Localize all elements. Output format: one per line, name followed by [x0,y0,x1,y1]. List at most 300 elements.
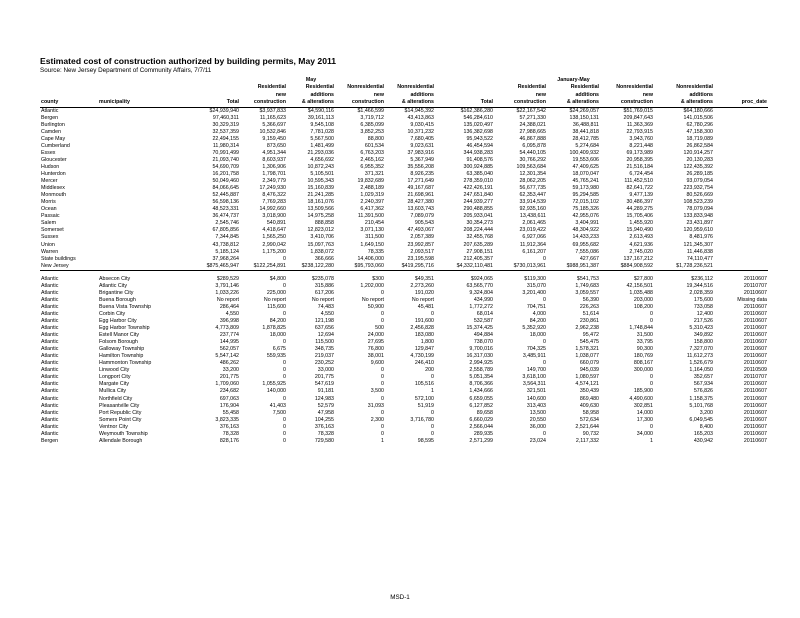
value-cell: 82,641,722 [626,185,653,192]
municipality-cell: Galloway Township [99,346,145,353]
value-cell: 3,071,130 [360,227,384,234]
value-cell: 733,058 [693,303,713,310]
county-row [40,164,768,171]
column-header: construction [494,99,547,107]
value-cell: 149,700 [526,367,546,374]
value-cell: 2,545,746 [215,220,239,227]
county-cell: Union [41,241,55,248]
value-cell: 572,634 [579,416,599,423]
value-cell: 33,200 [222,367,239,374]
value-cell: 873,650 [266,142,286,149]
value-cell: 2,273,260 [410,282,434,289]
proc-date-cell: 20110607 [743,339,767,346]
value-cell: $95,793,060 [335,263,385,271]
value-cell: 7,327,070 [689,346,713,353]
municipality-cell [98,157,190,164]
value-cell: 208,224,444 [463,227,493,234]
column-header: Nonresidential [676,84,713,91]
value-cell: 210,454 [364,220,384,227]
county-row [40,143,768,150]
value-cell: 30,486,397 [626,199,653,206]
value-cell: 14,975,258 [307,213,334,220]
column-header: county [40,99,98,107]
value-cell: 217,526 [693,317,713,324]
value-cell: 1,749,683 [575,282,599,289]
value-cell: 945,039 [579,367,599,374]
value-cell: 59,173,980 [572,185,599,192]
value-cell: 45,481 [417,303,434,310]
county-cell: Atlantic [41,395,59,402]
value-cell: 313,403 [526,402,546,409]
value-cell: 2,745,020 [629,248,653,255]
value-cell: 108,523,239 [683,199,713,206]
value-cell: 1,202,000 [360,282,384,289]
header-label-row [40,84,768,91]
value-cell: 21,516,184 [626,164,653,170]
header-label-row [40,99,768,107]
value-cell: 225,000 [266,289,286,296]
value-cell: 84,200 [269,317,286,324]
county-row [40,122,768,129]
value-cell: 14,000 [636,409,653,416]
value-cell: 3,200 [699,409,713,416]
value-cell: 14,433,233 [572,234,599,241]
county-row [40,234,768,241]
value-cell: 95,472 [582,332,599,339]
value-cell: 68,014 [476,310,493,317]
county-cell: Atlantic [41,310,59,317]
municipality-cell: Pleasantville City [99,402,140,409]
value-cell: $24,939,940 [209,107,239,114]
value-cell: 4,000 [532,310,546,317]
value-cell: 38,441,818 [572,128,599,135]
table-header [40,77,768,107]
header-spacer [600,77,654,84]
value-cell: 48,304,922 [572,227,599,234]
table-body [40,107,768,445]
value-cell: $4,800 [269,275,286,282]
value-cell: 31,093 [367,402,384,409]
value-cell: 422,426,191 [463,185,493,192]
value-cell: 54,440,105 [519,149,546,156]
value-cell: $51,769,015 [623,107,653,114]
county-row [40,129,768,136]
value-cell: 0 [381,430,384,437]
value-cell: 63,565,770 [466,282,493,289]
municipality-row [40,410,768,417]
value-cell: 47,409,625 [572,164,599,170]
value-cell: 0 [381,310,384,317]
value-cell: 144,995 [219,339,239,346]
value-cell: 212,405,357 [463,255,493,262]
value-cell: 7,344,845 [215,234,239,241]
value-cell: 0 [283,423,286,430]
value-cell: 115,600 [267,303,286,310]
report-source: Source: New Jersey Department of Community Affairs, 7/7/11 [40,67,212,74]
proc-date-cell: Missing data [737,296,767,303]
value-cell: 6,161,207 [522,248,546,255]
proc-date-cell: 20110607 [743,317,767,324]
county-cell: Monmouth [41,192,67,199]
value-cell: 95,294,585 [572,192,599,199]
value-cell: 84,200 [529,317,546,324]
value-cell: 244,939,277 [463,199,493,206]
value-cell: 0 [650,381,653,388]
value-cell: 547,619 [314,381,334,388]
proc-date-cell: 20110607 [743,360,767,367]
value-cell: 376,163 [314,423,334,430]
value-cell: 74,483 [317,303,334,310]
value-cell: 51,614 [582,310,599,317]
value-cell: $236,112 [691,275,713,282]
value-cell: 185,900 [633,388,653,395]
value-cell: 637,656 [314,325,334,332]
value-cell: $730,013,961 [494,263,547,271]
value-cell: 180,769 [633,353,653,360]
proc-date-cell: 20110607 [743,310,767,317]
municipality-cell: Corbin City [99,310,126,317]
value-cell: 302,851 [633,402,653,409]
value-cell: 43,413,863 [407,114,434,121]
value-cell: 38,001 [367,353,384,360]
value-cell: 209,847,643 [623,114,653,121]
value-cell: 494,884 [473,332,493,339]
header-spacer [714,84,768,91]
value-cell: 1,878,825 [262,325,286,332]
value-cell: 2,465,162 [360,156,384,163]
value-cell: 16,201,758 [212,171,239,178]
proc-date-cell [714,136,768,143]
value-cell: 4,550 [320,310,334,317]
proc-date-cell [714,213,768,220]
value-cell: 0 [381,409,384,416]
value-cell: 98,595 [417,437,434,444]
municipality-cell [98,115,190,122]
header-ytd-label: January-May [557,77,590,83]
value-cell: 290,488,855 [463,206,493,213]
value-cell: 39,161,113 [307,114,334,121]
value-cell: 33,000 [317,367,334,374]
value-cell: 10,371,232 [407,128,434,135]
county-cell: Burlington [41,121,65,128]
value-cell: 21,093,740 [212,156,239,163]
value-cell: 24,388,021 [519,121,546,128]
value-cell: 32,455,768 [466,234,493,241]
value-cell: 2,117,332 [575,437,599,444]
header-spacer [40,77,98,84]
county-cell: Atlantic [41,289,59,296]
municipality-cell [98,263,190,271]
value-cell: 11,363,369 [626,121,653,128]
proc-date-cell [714,129,768,136]
value-cell: 48,523,331 [212,206,239,213]
value-cell: $875,465,947 [190,263,240,271]
value-cell: 0 [543,296,546,303]
value-cell: 7,500 [272,409,286,416]
value-cell: 7,781,028 [310,128,334,135]
value-cell: 4,730,199 [410,353,434,360]
value-cell: 0 [381,289,384,296]
value-cell: 23,431,897 [686,220,713,227]
value-cell: $27,800 [633,275,653,282]
municipality-cell: Ventnor City [99,423,128,430]
proc-date-cell [714,178,768,185]
value-cell: 0 [381,317,384,324]
value-cell: 1 [431,388,434,395]
county-cell: New Jersey [40,263,98,271]
value-cell: 5,185,124 [215,248,239,255]
value-cell: 1,565,250 [262,234,286,241]
value-cell: $289,529 [216,275,239,282]
value-cell: 52,579 [317,402,334,409]
value-cell: No report [411,296,434,303]
county-cell: Atlantic [41,409,59,416]
municipality-cell [98,143,190,150]
value-cell: 6,659,055 [469,395,493,402]
value-cell: 4,621,936 [629,241,653,248]
value-cell: 808,167 [633,360,653,367]
municipality-cell: Egg Harbor Township [99,325,150,332]
value-cell: $64,180,666 [683,107,713,114]
value-cell: 2,061,465 [522,220,546,227]
county-row [40,199,768,206]
proc-date-cell: 20110607 [743,353,767,360]
value-cell: 30,354,273 [466,220,493,227]
header-period-row [40,77,768,84]
value-cell: $300 [372,275,384,282]
value-cell: 0 [431,409,434,416]
value-cell: 13,500 [529,409,546,416]
county-cell: Atlantic [41,374,59,381]
column-header: & alterations [385,99,435,107]
value-cell: 36,000 [529,423,546,430]
value-cell: 567,934 [693,381,713,388]
value-cell: 45,765,241 [572,178,599,185]
value-cell: 31,500 [636,332,653,339]
header-spacer [40,92,98,99]
value-cell: 1,838,072 [310,248,334,255]
value-cell: 89,658 [476,409,493,416]
value-cell: 4,490,600 [629,395,653,402]
value-cell: 21,698,961 [407,192,434,199]
value-cell: 138,150,131 [569,114,599,121]
value-cell: 0 [283,339,286,346]
value-cell: 5,101,768 [689,402,713,409]
value-cell: 3,485,911 [522,353,546,360]
county-cell: Essex [41,149,56,156]
value-cell: 2,962,238 [575,325,599,332]
value-cell: 8,400 [699,423,713,430]
proc-date-cell [714,150,768,157]
proc-date-cell: 20110607 [743,346,767,353]
column-header: & alterations [547,99,600,107]
value-cell: 348,735 [314,346,334,353]
proc-date-cell: 20110607 [743,388,767,395]
county-row [40,171,768,178]
proc-date-cell: 20110607 [743,275,767,282]
value-cell: 12,301,354 [519,171,546,178]
value-cell: 15,160,839 [307,185,334,192]
municipality-cell: Brigantine City [99,289,134,296]
value-cell: 0 [650,317,653,324]
value-cell: 300,000 [633,367,653,374]
county-cell: Hunterdon [41,171,66,178]
column-header: construction [600,99,654,107]
value-cell: 6,095,878 [522,142,546,149]
value-cell: 349,892 [693,332,713,339]
value-cell: $22,167,542 [516,107,546,114]
value-cell: 1,800 [420,339,434,346]
value-cell: 532,587 [473,317,493,324]
proc-date-cell [714,249,768,256]
proc-date-cell: 20110707 [743,374,767,381]
municipality-cell: Absecon City [99,275,131,282]
value-cell: 10,532,846 [259,128,286,135]
value-cell: 234,682 [219,388,239,395]
value-cell: 1,709,060 [215,381,239,388]
municipality-row [40,417,768,424]
county-row [40,115,768,122]
value-cell: 5,274,684 [575,142,599,149]
header-spacer [435,84,494,91]
value-cell: 21,241,285 [307,192,334,199]
value-cell: 16,317,030 [466,353,493,360]
proc-date-cell [714,107,768,115]
value-cell: 14,406,000 [357,255,384,262]
value-cell: 21,293,036 [307,149,334,156]
value-cell: 219,037 [314,353,334,360]
value-cell: 17,300 [636,416,653,423]
municipality-row [40,283,768,290]
header-month-label: May [305,77,317,83]
county-cell: Passaic [41,213,60,220]
value-cell: 20,550 [529,416,546,423]
county-row [40,185,768,192]
county-cell: Ocean [41,206,57,213]
value-cell: 9,159,450 [262,135,286,142]
value-cell: 289,935 [473,430,493,437]
value-cell: $235,078 [311,275,334,282]
county-row [40,249,768,256]
value-cell: 7,769,283 [262,199,286,206]
value-cell: 49,167,687 [407,185,434,192]
value-cell: 135,020,497 [463,121,493,128]
municipality-cell [98,227,190,234]
value-cell: 133,833,948 [683,213,713,220]
municipality-cell: Longport City [99,374,131,381]
value-cell: 13,509,566 [307,206,334,213]
value-cell: No report [311,296,334,303]
value-cell: 93,079,054 [686,178,713,185]
value-cell: 3,791,146 [215,282,239,289]
value-cell: 4,418,647 [262,227,286,234]
value-cell: 3,404,991 [575,220,599,227]
value-cell: 0 [543,430,546,437]
header-spacer [98,92,190,99]
value-cell: 1,578,321 [575,346,599,353]
municipality-cell [98,107,190,115]
value-cell: 92,935,160 [519,206,546,213]
value-cell: 175,600 [693,296,713,303]
value-cell: 46,867,888 [519,135,546,142]
value-cell: 26,289,185 [686,171,713,178]
municipality-row [40,276,768,283]
value-cell: 315,886 [314,282,334,289]
value-cell: No report [361,296,384,303]
value-cell: 427,667 [579,255,599,262]
value-cell: 2,300 [370,416,384,423]
value-cell: 56,677,735 [519,185,546,192]
county-cell: Bergen [41,437,59,444]
value-cell: 6,049,545 [689,416,713,423]
county-cell: Hudson [41,164,60,170]
value-cell: 13,438,611 [519,213,546,220]
proc-date-cell [714,242,768,249]
value-cell: 430,942 [693,437,713,444]
value-cell: 8,926,235 [410,171,434,178]
municipality-cell [98,178,190,185]
municipality-cell [98,213,190,220]
value-cell: 601,534 [364,142,384,149]
value-cell: 2,349,779 [262,178,286,185]
value-cell: 3,716,780 [410,416,434,423]
value-cell: 105,516 [414,381,434,388]
value-cell: 0 [650,374,653,381]
value-cell: 0 [283,374,286,381]
value-cell: 200 [425,367,434,374]
value-cell: 0 [650,310,653,317]
county-cell: Atlantic [41,107,59,114]
value-cell: 1,035,488 [629,289,653,296]
value-cell: 1,033,226 [215,289,239,296]
value-cell: 5,352,920 [522,325,546,332]
value-cell: $238,122,280 [287,263,335,271]
value-cell: 11,612,273 [686,353,713,360]
municipality-row [40,311,768,318]
column-header: Residential [257,84,286,91]
value-cell: 6,763,203 [360,149,384,156]
value-cell: 5,366,697 [262,121,286,128]
value-cell: $419,295,716 [385,263,435,271]
county-cell: Atlantic [41,360,59,367]
report-title: Estimated cost of construction authorized by building permits, May 2011 [40,56,337,66]
value-cell: 1 [381,437,384,444]
value-cell: 729,580 [314,437,334,444]
header-spacer [435,77,494,84]
value-cell: 3,059,557 [575,289,599,296]
value-cell: 50,900 [367,303,384,310]
value-cell: 14,992,660 [259,206,286,213]
proc-date-cell: 20110509 [743,367,767,374]
column-header: new [642,91,653,98]
municipality-row [40,396,768,403]
value-cell: $1,466,599 [357,107,384,114]
county-row [40,107,768,115]
value-cell: 3,852,253 [360,128,384,135]
value-cell: 300,924,885 [463,164,493,170]
county-row [40,206,768,213]
value-cell: 9,700,016 [469,346,493,353]
value-cell: 230,252 [314,360,334,367]
value-cell: 136,382,698 [463,128,493,135]
proc-date-cell: 20110607 [743,402,767,409]
value-cell: 18,719,089 [686,135,713,142]
municipality-cell: Northfield City [99,395,133,402]
municipality-cell [98,256,190,263]
value-cell: 2,613,493 [629,234,653,241]
county-row [40,150,768,157]
proc-date-cell [714,234,768,241]
